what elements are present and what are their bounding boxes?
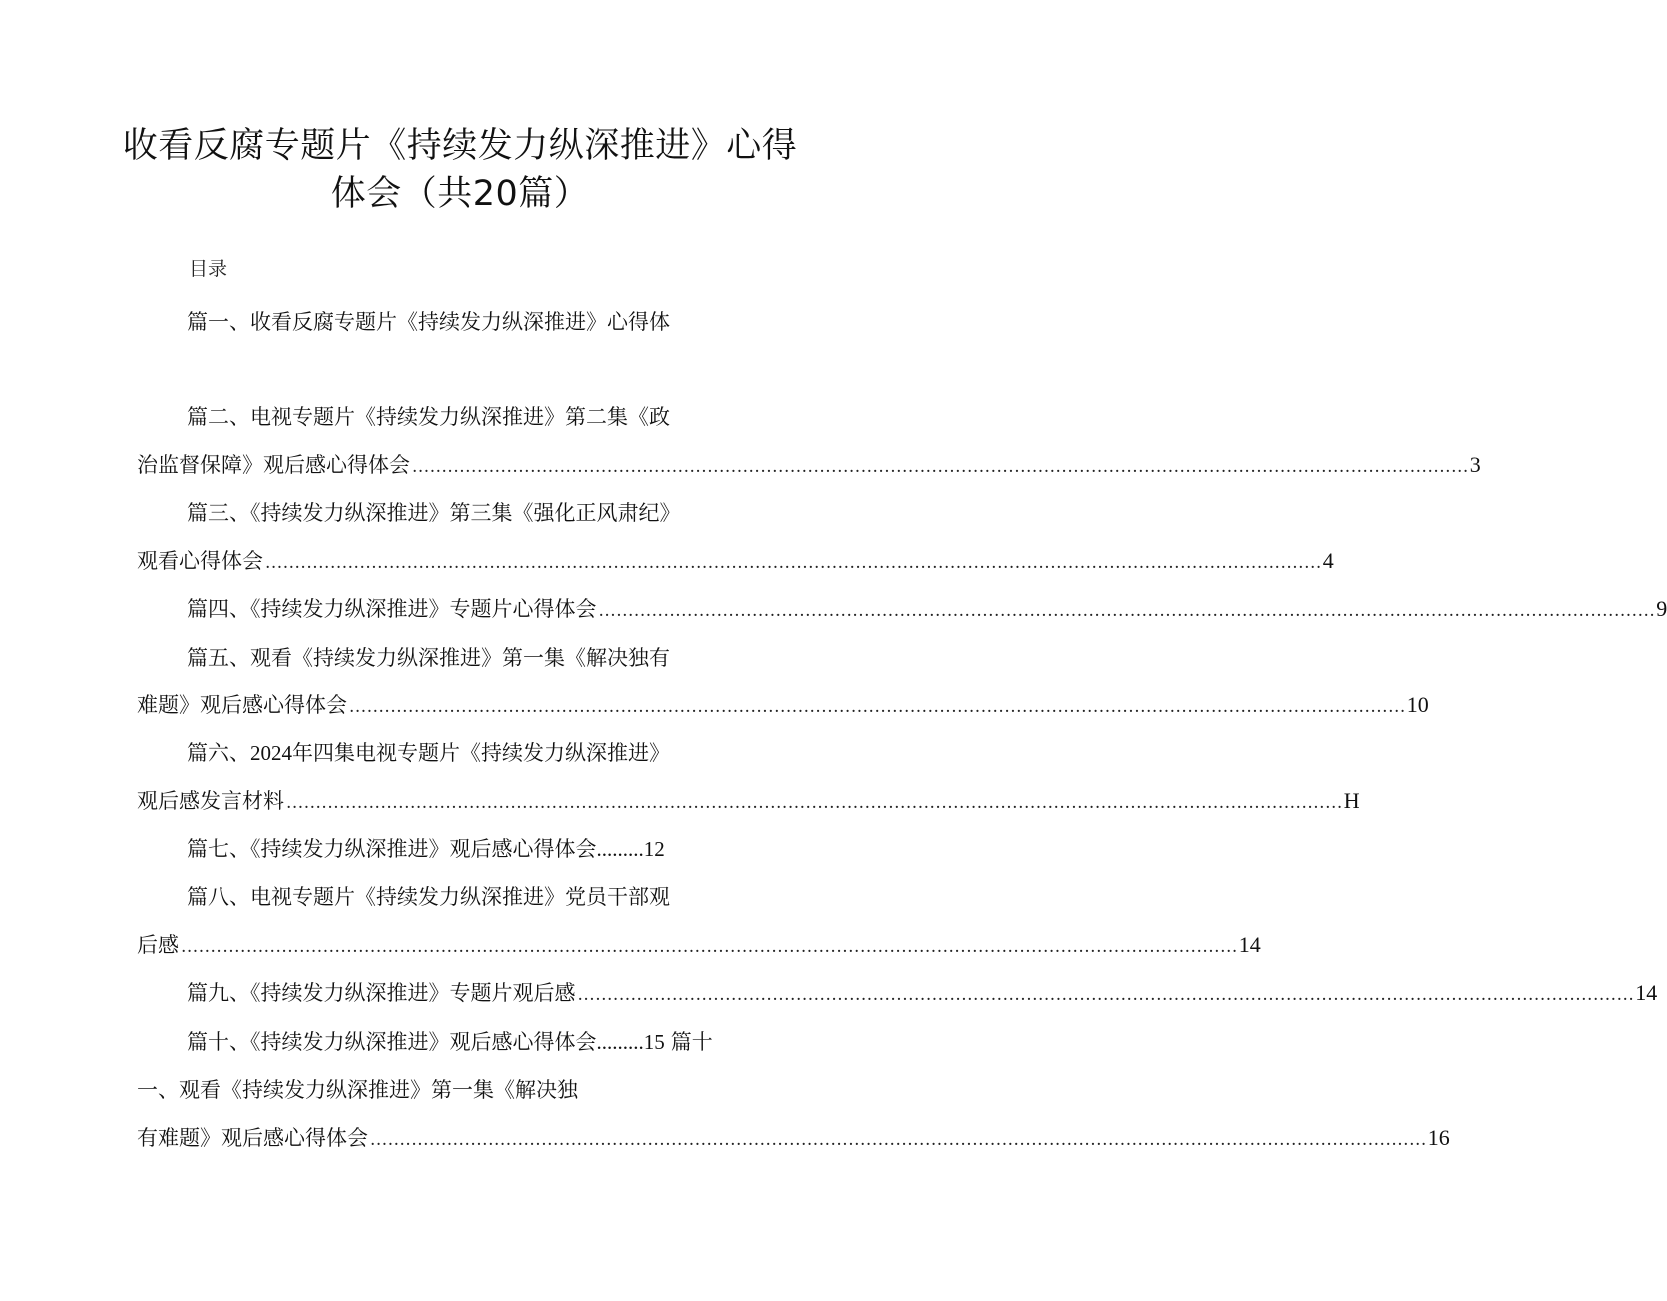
toc-entry-4-text: 篇四、《持续发力纵深推进》专题片心得体会 bbox=[187, 597, 597, 621]
dot-leader: ......... bbox=[596, 837, 644, 861]
dot-leader: ......... bbox=[596, 1030, 644, 1054]
toc-entry-2-line-1[interactable] bbox=[187, 402, 670, 432]
toc-entry-3-line-2[interactable] bbox=[137, 546, 1334, 578]
toc-entry-1-text: 篇一、收看反腐专题片《持续发力纵深推进》心得体 bbox=[187, 310, 670, 334]
toc-entry-4[interactable] bbox=[187, 594, 1667, 626]
toc-entry-11-line-2[interactable] bbox=[137, 1123, 1450, 1155]
dot-leader: ................................................................................................................................................................................... bbox=[598, 601, 1656, 621]
toc-entry-11-page: 16 bbox=[1427, 1125, 1450, 1150]
toc-entry-4-page: 9 bbox=[1656, 596, 1667, 621]
toc-entry-8-page: 14 bbox=[1238, 932, 1261, 957]
dot-leader: ................................................................................................................................................................................... bbox=[577, 985, 1635, 1005]
toc-entry-2-text-cont: 治监督保障》观后感心得体会 bbox=[137, 453, 410, 477]
toc-entry-9-page: 14 bbox=[1635, 980, 1658, 1005]
toc-entry-11-text-cont: 有难题》观后感心得体会 bbox=[137, 1126, 368, 1150]
toc-entry-8-text: 篇八、电视专题片《持续发力纵深推进》党员干部观 bbox=[187, 885, 670, 909]
toc-entry-2-text: 篇二、电视专题片《持续发力纵深推进》第二集《政 bbox=[187, 405, 670, 429]
document-title-line-1: 收看反腐专题片《持续发力纵深推进》心得 bbox=[122, 126, 798, 166]
toc-entry-9-text: 篇九、《持续发力纵深推进》专题片观后感 bbox=[187, 981, 576, 1005]
dot-leader: ................................................................................................................................................................................... bbox=[370, 1130, 1427, 1150]
toc-entry-6-page: H bbox=[1343, 788, 1360, 813]
toc-entry-8-text-cont: 后感 bbox=[137, 933, 179, 957]
toc-entry-7[interactable] bbox=[187, 834, 665, 864]
toc-entry-3-text: 篇三、《持续发力纵深推进》第三集《强化正风肃纪》 bbox=[187, 501, 681, 525]
toc-entry-2-page: 3 bbox=[1469, 452, 1481, 477]
dot-leader: ................................................................................................................................................................................... bbox=[265, 553, 1322, 573]
toc-entry-11-start: 篇十 bbox=[670, 1030, 713, 1054]
toc-entry-6-text: 年四集电视专题片《持续发力纵深推进》 bbox=[292, 741, 670, 765]
dot-leader: ................................................................................................................................................................................... bbox=[181, 937, 1238, 957]
toc-entry-1[interactable] bbox=[187, 307, 670, 337]
dot-leader: ................................................................................................................................................................................... bbox=[349, 697, 1406, 717]
toc-entry-6-year: 2024 bbox=[250, 741, 292, 765]
toc-entry-2-line-2[interactable] bbox=[137, 450, 1481, 482]
toc-entry-10[interactable] bbox=[187, 1027, 713, 1057]
toc-entry-5-line-1[interactable] bbox=[187, 643, 670, 673]
toc-entry-5-text-cont: 难题》观后感心得体会 bbox=[137, 693, 347, 717]
document-title-line-2: 体会（共20篇） bbox=[330, 174, 590, 214]
toc-entry-10-text: 篇十、《持续发力纵深推进》观后感心得体会 bbox=[187, 1030, 597, 1054]
toc-entry-3-page: 4 bbox=[1322, 548, 1334, 573]
toc-entry-3-line-1[interactable] bbox=[187, 498, 681, 528]
toc-entry-6-line-2[interactable] bbox=[137, 786, 1360, 818]
toc-entry-9[interactable] bbox=[187, 978, 1658, 1010]
toc-entry-10-page: 15 bbox=[643, 1030, 665, 1054]
toc-entry-6-prefix: 篇六、 bbox=[187, 741, 250, 765]
toc-entry-5-text: 篇五、观看《持续发力纵深推进》第一集《解决独有 bbox=[187, 646, 670, 670]
toc-heading: 目录 bbox=[189, 258, 228, 280]
toc-entry-7-text: 篇七、《持续发力纵深推进》观后感心得体会 bbox=[187, 837, 597, 861]
toc-entry-8-line-2[interactable] bbox=[137, 930, 1261, 962]
toc-entry-5-page: 10 bbox=[1406, 692, 1429, 717]
toc-entry-5-line-2[interactable] bbox=[137, 690, 1429, 722]
dot-leader: ................................................................................................................................................................................... bbox=[286, 793, 1343, 813]
toc-entry-6-text-cont: 观后感发言材料 bbox=[137, 789, 284, 813]
toc-entry-3-text-cont: 观看心得体会 bbox=[137, 549, 263, 573]
toc-entry-6-line-1[interactable] bbox=[187, 738, 670, 768]
toc-entry-11-text: 一、观看《持续发力纵深推进》第一集《解决独 bbox=[137, 1078, 578, 1102]
dot-leader: ................................................................................................................................................................................... bbox=[412, 457, 1469, 477]
toc-entry-11-line-1[interactable] bbox=[137, 1075, 578, 1105]
toc-entry-7-page: 12 bbox=[643, 837, 665, 861]
toc-entry-8-line-1[interactable] bbox=[187, 882, 670, 912]
